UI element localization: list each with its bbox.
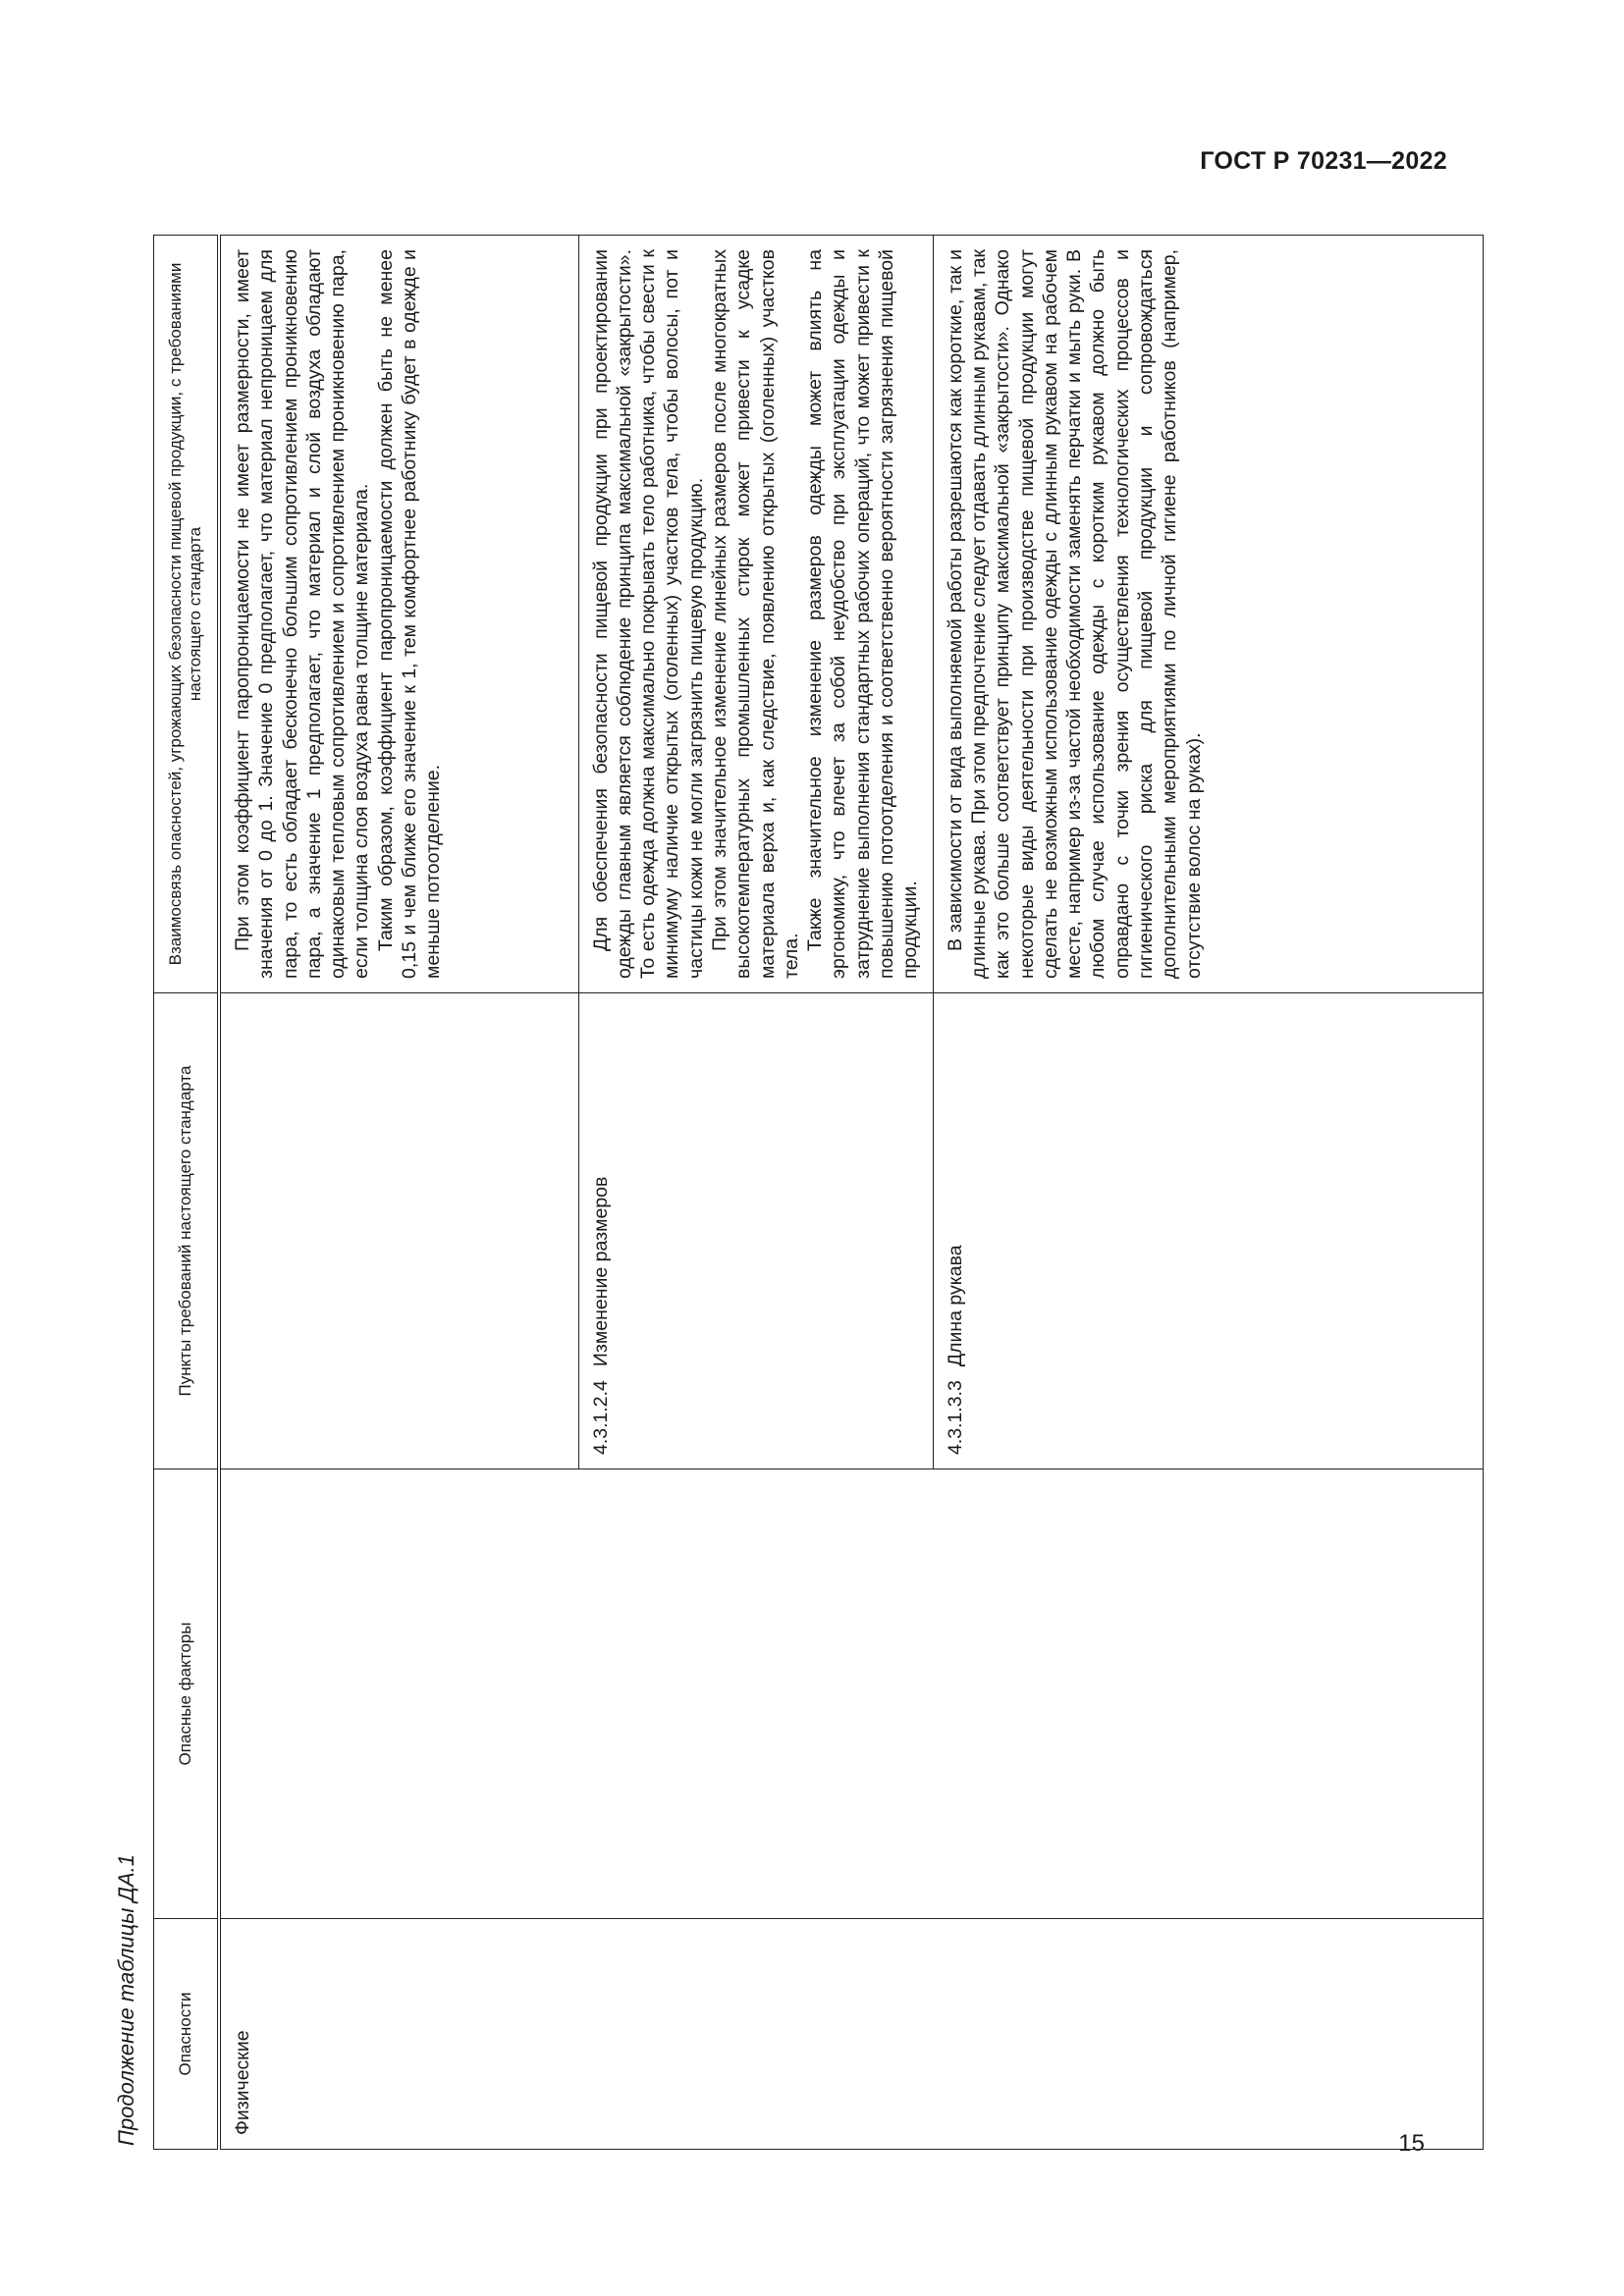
- relationship-cell: [578, 236, 933, 993]
- document-code: ГОСТ Р 70231—2022: [1200, 147, 1447, 175]
- relationship-paragraph: Для обеспечения безопасности пищевой продукции при проектировании одежды главным является соблюдение принципа максимальной «закрытости». То есть одежда должна максимально покрывать тело работника, чтобы свести к минимуму наличие открытых (оголенных) участков тела, чтобы волосы, пот и частицы кожи не могли загрязнить пищевую продукцию.: [589, 249, 707, 979]
- clause-title: Изменение размеров: [589, 1176, 612, 1367]
- relationship-paragraph: Также значительное изменение размеров одежды может влиять на эргономику, что влечет за собой неудобство при эксплуатации одежды и затруднение выполнения стандартных рабочих операций, что может привести к повышению потоотделения и соответственно вероятности загрязнения пищевой продукции.: [804, 249, 922, 979]
- clause-cell: [578, 993, 933, 1469]
- relationship-paragraph: При этом значительное изменение линейных размеров после многократных высокотемпературных промышленных стирок может привести к усадке материала верха и, как следствие, появлению открытых (оголенных) участков тела.: [708, 249, 802, 979]
- hazard-cell: [219, 1919, 1483, 2150]
- column-header-clauses: Пункты требований настоящего стандарта: [154, 993, 220, 1469]
- table-row: [219, 236, 578, 2150]
- relationship-paragraph: Таким образом, коэффициент паропроницаемости должен быть не менее 0,15 и чем ближе его значение к 1, тем комфортнее работнику будет в одежде и меньше потоотделение.: [374, 249, 445, 979]
- relationship-cell: [933, 236, 1483, 993]
- relationship-cell: [219, 236, 578, 993]
- column-header-hazard-factors: Опасные факторы: [154, 1469, 220, 1919]
- table-continuation-label: Продолжение таблицы ДА.1: [114, 1853, 138, 2146]
- hazards-table: [153, 235, 1484, 2150]
- relationship-paragraph: При этом коэффициент паропроницаемости не имеет размерности, имеет значения от 0 до 1. Значение 0 предполагает, что материал непроницаем для пара, то есть обладает бесконечно большим сопротивлением проникновению пара, а значение 1 предполагает, что материал и слой воздуха обладают одинаковым тепловым сопротивлением и сопротивлением проникновению пара, если толщина слоя воздуха равна толщине материала.: [232, 249, 373, 979]
- column-header-hazards: Опасности: [154, 1919, 220, 2150]
- column-header-relationship: Взаимосвязь опасностей, угрожающих безопасности пищевой продукции, с требованиями настоящего стандарта: [154, 236, 220, 993]
- clause-cell: [219, 993, 578, 1469]
- relationship-paragraph: В зависимости от вида выполняемой работы разрешаются как короткие, так и длинные рукава. При этом предпочтение следует отдавать длинным рукавам, так как это больше соответствует принципу максимальной «закрытости». Однако некоторые виды деятельности при производстве пищевой продукции могут сделать не возможным использование одежды с длинным рукавом на рабочем месте, например из-за частой необходимости заменять перчатки и мыть руки. В любом случае использование одежды с коротким рукавом должно быть оправдано с точки зрения осуществления технологических процессов и гигиенического риска для пищевой продукции и сопровождаться дополнительными мероприятиями по личной гигиене работников (например, отсутствие волос на руках).: [944, 249, 1205, 979]
- hazard-factor-cell: [219, 1469, 1483, 1919]
- clause-number: 4.3.1.2.4: [589, 1380, 612, 1455]
- page-number: 15: [1398, 2130, 1425, 2157]
- clause-title: Длина рукава: [944, 1245, 966, 1367]
- table-header-row: [154, 236, 220, 2150]
- clause-number: 4.3.1.3.3: [944, 1380, 966, 1455]
- rotated-table-page: [108, 236, 1443, 2150]
- clause-cell: [933, 993, 1483, 1469]
- hazard-name: Физические: [232, 2030, 253, 2135]
